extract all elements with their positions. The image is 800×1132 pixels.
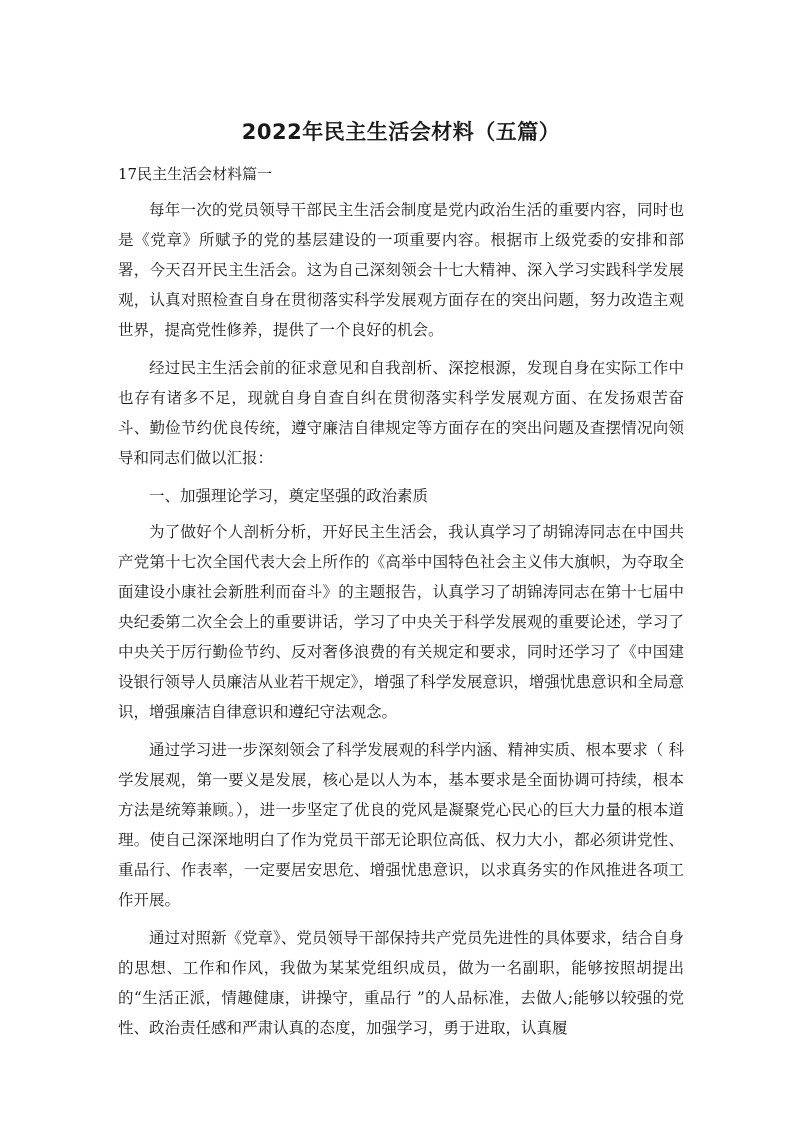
paragraph: 每年一次的党员领导干部民主生活会制度是党内政治生活的重要内容，同时也是《党章》所赋予的党的基层建设的一项重要内容。根据市上级党委的安排和部署，今天召开民主生活会。这为自己深刻领会十七大精神、深入学习实践科学发展观，认真对照检查自身在贯彻落实科学发展观方面存在的突出问题，努力改造主观世界，提高党性修养，提供了一个良好的机会。: [118, 201, 684, 339]
paragraph: 通过学习进一步深刻领会了科学发展观的科学内涵、精神实质、根本要求（ 科学发展观，第一要义是发展，核心是以人为本，基本要求是全面协调可持续，根本方法是统筹兼顾。），进一步坚定了优良的党风是凝聚党心民心的巨大力量的根本道理。使自己深深地明白了作为党员干部无论职位高低、权力大小，都必须讲党性、重品行、作表率，一定要居安思危、增强忧患意识，以求真务实的作风推进各项工作开展。: [118, 741, 684, 909]
paragraph: 经过民主生活会前的征求意见和自我剖析、深挖根源，发现自身在实际工作中也存有诸多不足，现就自身自查自纠在贯彻落实科学发展观方面、在发扬艰苦奋斗、勤俭节约优良传统，遵守廉洁自律规定等方面存在的突出问题及查摆情况向领导和同志们做以汇报：: [118, 359, 684, 467]
document-title: 2022年民主生活会材料（五篇）: [241, 120, 561, 144]
paragraph: 通过对照新《党章》、党员领导干部保持共产党员先进性的具体要求，结合自身的思想、工作和作风，我做为某某党组织成员，做为一名副职，能够按照胡提出的“生活正派，情趣健康，讲操守，重品行 ”的人品标准，去做人;能够以较强的党性、政治责任感和严肃认真的态度，加强学习，勇于进取，认真履: [118, 929, 684, 1037]
paragraph: 为了做好个人剖析分析，开好民主生活会，我认真学习了胡锦涛同志在中国共产党第十七次全国代表大会上所作的《高举中国特色社会主义伟大旗帜，为夺取全面建设小康社会新胜利而奋斗》的主题报告，认真学习了胡锦涛同志在第十七届中央纪委第二次全会上的重要讲话，学习了中央关于科学发展观的重要论述，学习了中央关于厉行勤俭节约、反对奢侈浪费的有关规定和要求，同时还学习了《中国建设银行领导人员廉洁从业若干规定》，增强了科学发展意识，增强忧患意识和全局意识，增强廉洁自律意识和遵纪守法观念。: [118, 523, 684, 721]
document-subtitle: 17民主生活会材料篇一: [118, 165, 273, 183]
section-heading: 一、加强理论学习，奠定坚强的政治素质: [149, 487, 429, 505]
document-page: [118, 118, 684, 1051]
